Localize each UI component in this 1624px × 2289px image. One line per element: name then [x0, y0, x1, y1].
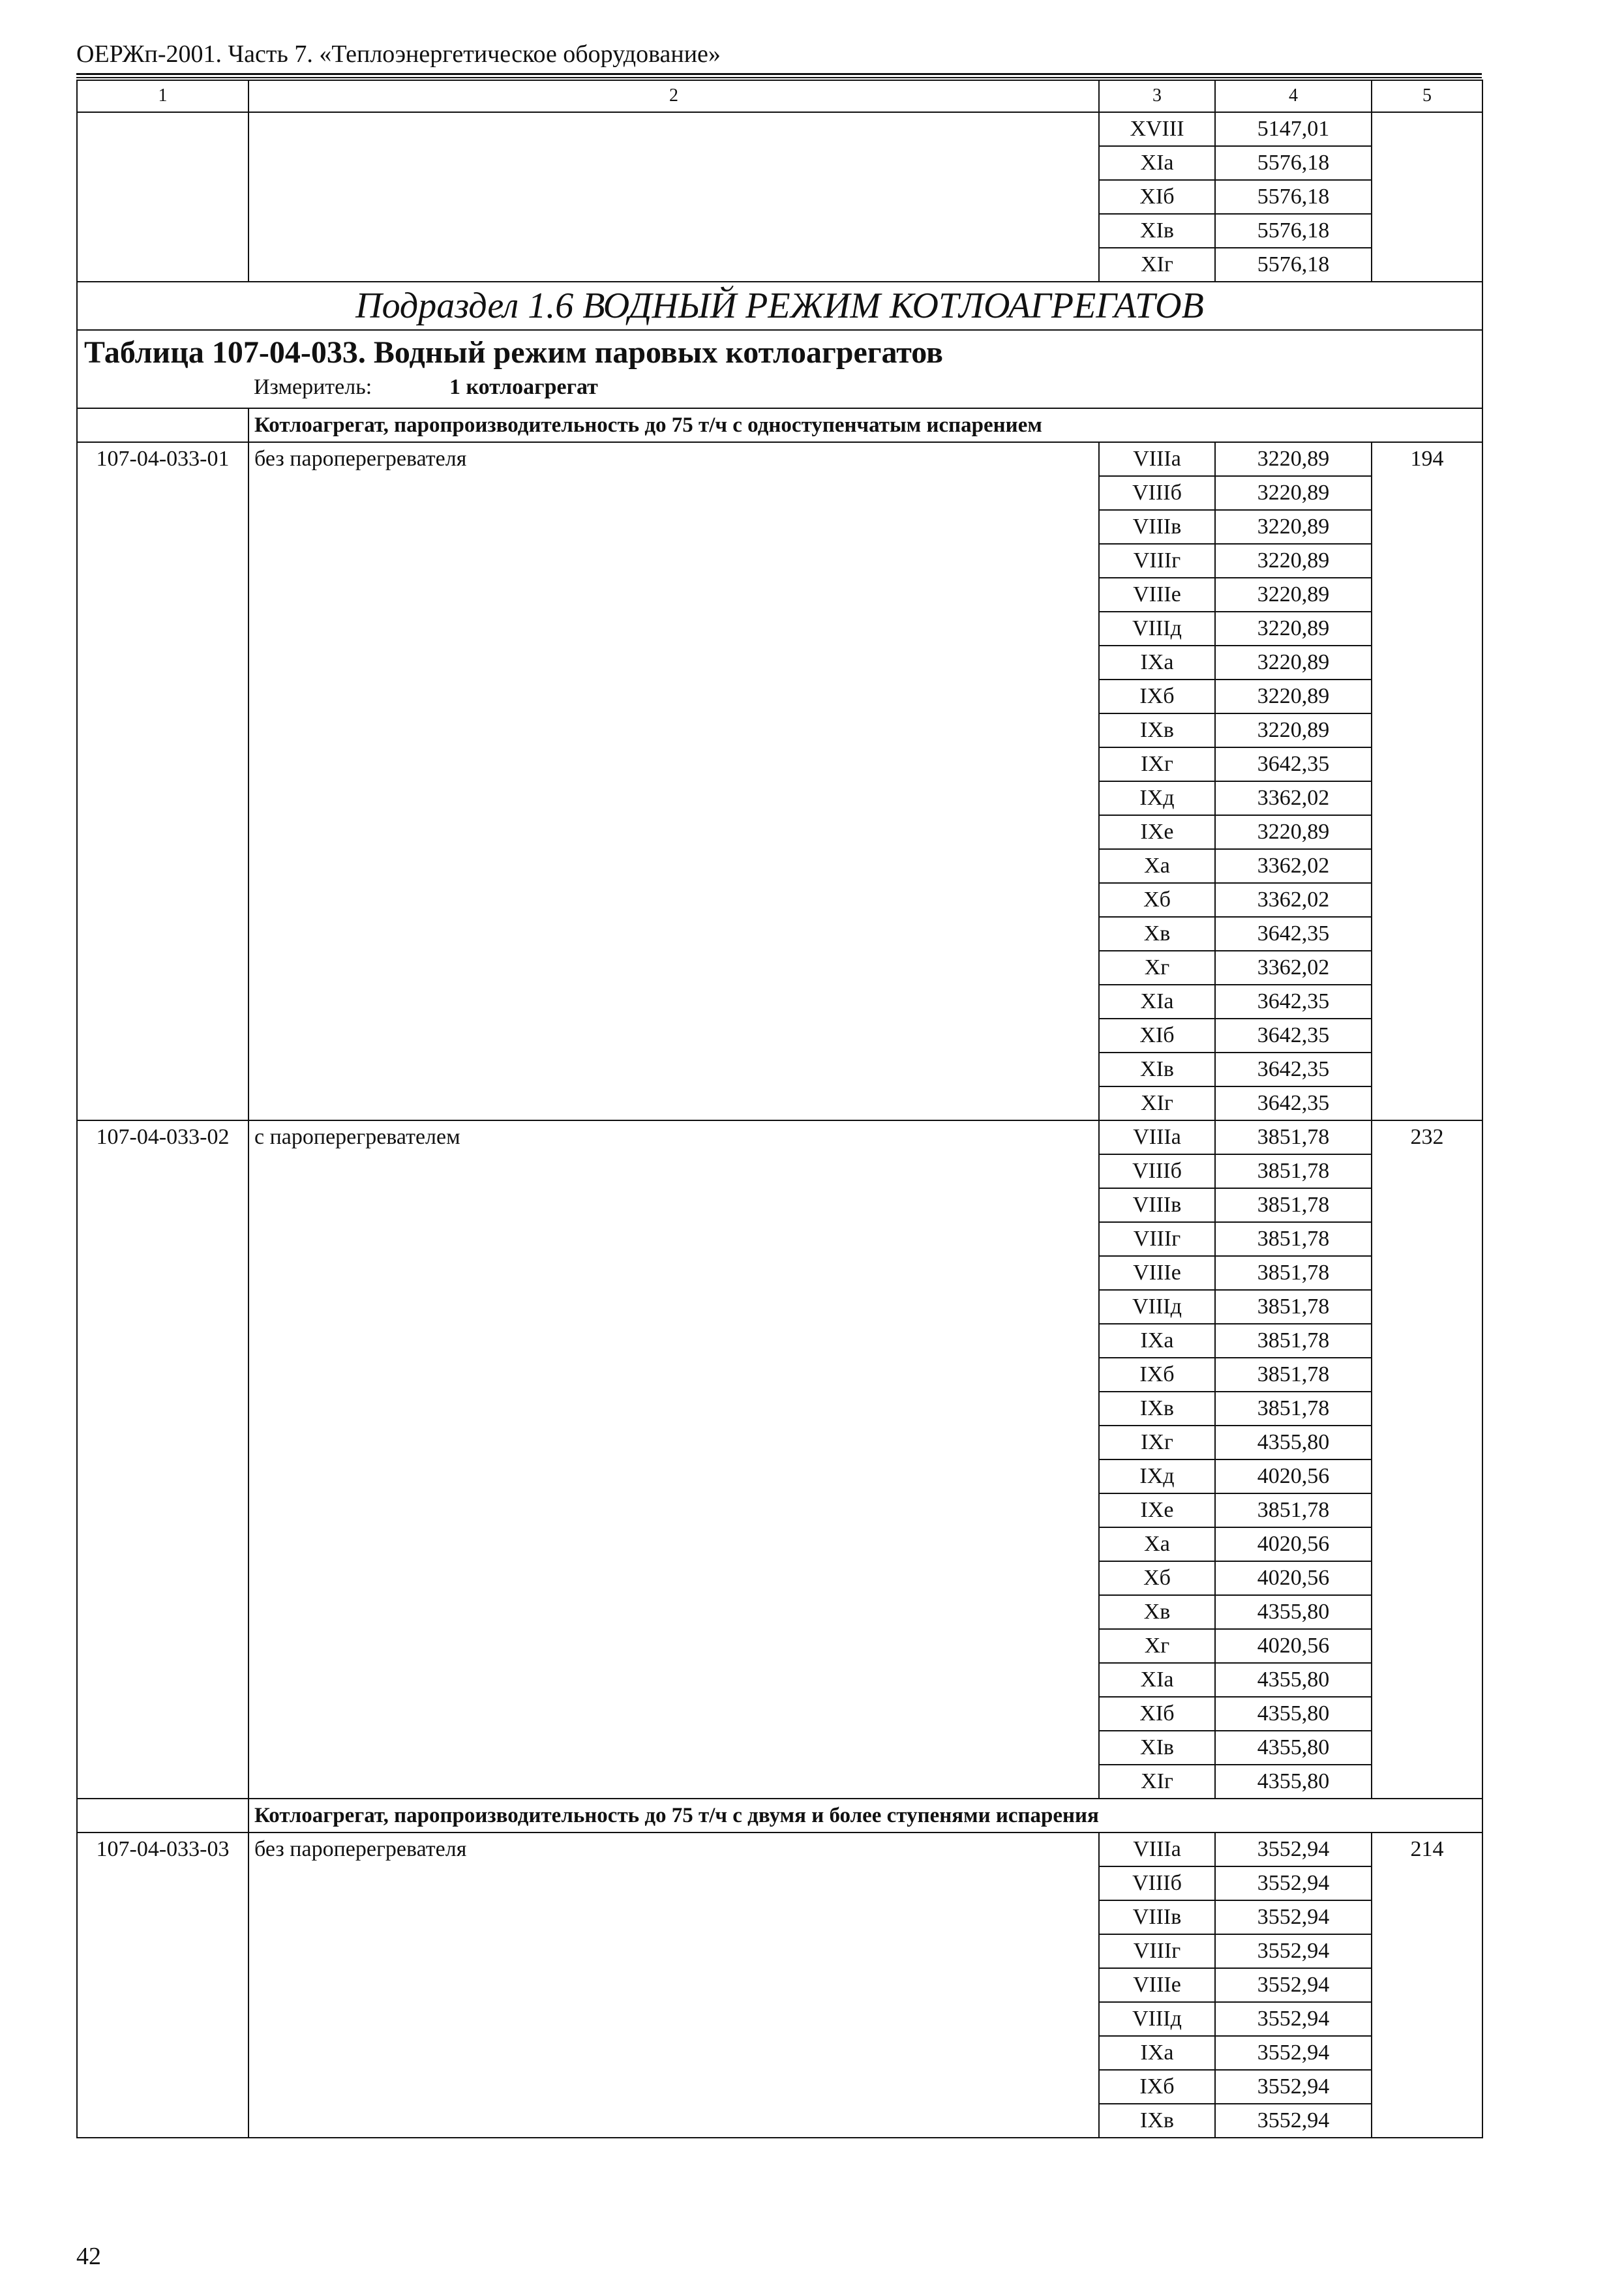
cost-cell: 4355,80 — [1215, 1595, 1372, 1629]
cost-cell: 3851,78 — [1215, 1290, 1372, 1324]
cost-cell: 5576,18 — [1215, 146, 1372, 180]
cost-cell: 3220,89 — [1215, 544, 1372, 578]
subsection-heading: Подраздел 1.6 ВОДНЫЙ РЕЖИМ КОТЛОАГРЕГАТОВ — [77, 282, 1482, 330]
zone-cell: IXе — [1099, 815, 1215, 849]
zone-cell: XIг — [1099, 248, 1215, 282]
cost-cell: 3220,89 — [1215, 612, 1372, 646]
zone-cell: IXд — [1099, 781, 1215, 815]
cost-cell: 3552,94 — [1215, 1934, 1372, 1968]
zone-cell: Xб — [1099, 883, 1215, 917]
item-code: 107-04-033-03 — [77, 1833, 248, 2138]
cost-cell: 3851,78 — [1215, 1120, 1372, 1154]
carry-row — [77, 112, 1482, 146]
cost-cell: 3552,94 — [1215, 1833, 1372, 1866]
cost-cell: 3552,94 — [1215, 2002, 1372, 2036]
cost-cell: 3642,35 — [1215, 1053, 1372, 1086]
cost-cell: 3552,94 — [1215, 2070, 1372, 2104]
cost-cell: 3220,89 — [1215, 646, 1372, 680]
running-header: ОЕРЖп-2001. Часть 7. «Теплоэнергетическое оборудование» — [76, 40, 721, 68]
zone-cell: VIIIб — [1099, 1866, 1215, 1900]
column-number: 1 — [77, 80, 248, 112]
zone-cell: VIIIв — [1099, 1188, 1215, 1222]
zone-cell: IXа — [1099, 2036, 1215, 2070]
cost-cell: 3362,02 — [1215, 781, 1372, 815]
group-blank-cell — [77, 408, 248, 442]
cost-cell: 5576,18 — [1215, 248, 1372, 282]
cost-cell: 3851,78 — [1215, 1188, 1372, 1222]
zone-cell: IXб — [1099, 680, 1215, 713]
cost-cell: 3851,78 — [1215, 1358, 1372, 1392]
zone-cell: IXб — [1099, 2070, 1215, 2104]
zone-cell: VIIIг — [1099, 1222, 1215, 1256]
table-row — [77, 442, 1482, 476]
zone-cell: VIIIе — [1099, 1256, 1215, 1290]
cost-cell: 3851,78 — [1215, 1324, 1372, 1358]
cost-cell: 4355,80 — [1215, 1731, 1372, 1765]
zone-cell: VIIIд — [1099, 2002, 1215, 2036]
zone-cell: IXа — [1099, 1324, 1215, 1358]
item-col5: 232 — [1372, 1120, 1482, 1799]
cost-cell: 3362,02 — [1215, 849, 1372, 883]
table-title-cell — [77, 330, 1482, 408]
group-blank-cell — [77, 1799, 248, 1833]
zone-cell: VIIIе — [1099, 578, 1215, 612]
zone-cell: XIб — [1099, 180, 1215, 214]
cost-cell: 3552,94 — [1215, 2104, 1372, 2138]
cost-cell: 4020,56 — [1215, 1459, 1372, 1493]
item-name: с пароперегревателем — [248, 1120, 1099, 1799]
cost-cell: 4355,80 — [1215, 1765, 1372, 1799]
cost-cell: 3552,94 — [1215, 1968, 1372, 2002]
zone-cell: IXг — [1099, 747, 1215, 781]
item-name: без пароперегревателя — [248, 442, 1099, 1120]
cost-cell: 3220,89 — [1215, 442, 1372, 476]
meter-value: 1 котлоагрегат — [449, 375, 598, 399]
zone-cell: Xв — [1099, 917, 1215, 951]
zone-cell: XIа — [1099, 1663, 1215, 1697]
zone-cell: Xа — [1099, 1527, 1215, 1561]
zone-cell: XIа — [1099, 985, 1215, 1019]
group-title: Котлоагрегат, паропроизводительность до 75 т/ч с двумя и более ступенями испарения — [248, 1799, 1482, 1833]
item-col5: 194 — [1372, 442, 1482, 1120]
zone-cell: XIг — [1099, 1765, 1215, 1799]
cost-cell: 5576,18 — [1215, 180, 1372, 214]
cost-cell: 4355,80 — [1215, 1426, 1372, 1459]
zone-cell: VIIIб — [1099, 1154, 1215, 1188]
zone-cell: IXд — [1099, 1459, 1215, 1493]
zone-cell: VIIIб — [1099, 476, 1215, 510]
cost-cell: 3851,78 — [1215, 1392, 1372, 1426]
page-number: 42 — [76, 2243, 101, 2270]
cost-cell: 4020,56 — [1215, 1527, 1372, 1561]
table-title: Таблица 107-04-033. Водный режим паровых котлоагрегатов — [84, 335, 943, 370]
price-table — [76, 80, 1483, 2138]
column-number: 4 — [1215, 80, 1372, 112]
table-row — [77, 1120, 1482, 1154]
carry-code-cell — [77, 112, 248, 282]
zone-cell: XIв — [1099, 1053, 1215, 1086]
cost-cell: 3220,89 — [1215, 510, 1372, 544]
cost-cell: 3552,94 — [1215, 1866, 1372, 1900]
zone-cell: Xг — [1099, 1629, 1215, 1663]
cost-cell: 3362,02 — [1215, 951, 1372, 985]
cost-cell: 3642,35 — [1215, 1019, 1372, 1053]
cost-cell: 5147,01 — [1215, 112, 1372, 146]
zone-cell: IXг — [1099, 1426, 1215, 1459]
zone-cell: VIIIа — [1099, 442, 1215, 476]
item-code: 107-04-033-02 — [77, 1120, 248, 1799]
cost-cell: 3642,35 — [1215, 747, 1372, 781]
cost-cell: 4355,80 — [1215, 1697, 1372, 1731]
cost-cell: 3642,35 — [1215, 917, 1372, 951]
cost-cell: 4020,56 — [1215, 1629, 1372, 1663]
cost-cell: 5576,18 — [1215, 214, 1372, 248]
price-table-body — [77, 80, 1482, 2138]
zone-cell: Xб — [1099, 1561, 1215, 1595]
meter-label: Измеритель: — [254, 375, 372, 399]
zone-cell: XIб — [1099, 1019, 1215, 1053]
zone-cell: XIв — [1099, 214, 1215, 248]
item-code: 107-04-033-01 — [77, 442, 248, 1120]
cost-cell: 3220,89 — [1215, 680, 1372, 713]
zone-cell: XIа — [1099, 146, 1215, 180]
cost-cell: 4020,56 — [1215, 1561, 1372, 1595]
cost-cell: 3362,02 — [1215, 883, 1372, 917]
zone-cell: VIIIг — [1099, 1934, 1215, 1968]
cost-cell: 4355,80 — [1215, 1663, 1372, 1697]
cost-cell: 3851,78 — [1215, 1256, 1372, 1290]
cost-cell: 3642,35 — [1215, 985, 1372, 1019]
cost-cell: 3552,94 — [1215, 1900, 1372, 1934]
header-rule — [76, 73, 1482, 75]
zone-cell: XIг — [1099, 1086, 1215, 1120]
cost-cell: 3220,89 — [1215, 476, 1372, 510]
zone-cell: IXе — [1099, 1493, 1215, 1527]
column-number: 2 — [248, 80, 1099, 112]
zone-cell: IXв — [1099, 713, 1215, 747]
carry-name-cell — [248, 112, 1099, 282]
cost-cell: 3851,78 — [1215, 1154, 1372, 1188]
cost-cell: 3220,89 — [1215, 815, 1372, 849]
subsection-row — [77, 282, 1482, 330]
item-name: без пароперегревателя — [248, 1833, 1099, 2138]
table-row — [77, 1833, 1482, 1866]
cost-cell: 3851,78 — [1215, 1222, 1372, 1256]
zone-cell: XIв — [1099, 1731, 1215, 1765]
cost-cell: 3851,78 — [1215, 1493, 1372, 1527]
carry-col5-cell — [1372, 112, 1482, 282]
cost-cell: 3552,94 — [1215, 2036, 1372, 2070]
header-rule-thin — [76, 77, 1482, 78]
group-title: Котлоагрегат, паропроизводительность до 75 т/ч с одноступенчатым испарением — [248, 408, 1482, 442]
zone-cell: VIIIг — [1099, 544, 1215, 578]
zone-cell: Xа — [1099, 849, 1215, 883]
zone-cell: VIIIе — [1099, 1968, 1215, 2002]
cost-cell: 3642,35 — [1215, 1086, 1372, 1120]
cost-cell: 3220,89 — [1215, 578, 1372, 612]
group-header-row — [77, 408, 1482, 442]
zone-cell: XIб — [1099, 1697, 1215, 1731]
zone-cell: IXв — [1099, 1392, 1215, 1426]
zone-cell: VIIIа — [1099, 1833, 1215, 1866]
zone-cell: Xг — [1099, 951, 1215, 985]
group-header-row — [77, 1799, 1482, 1833]
zone-cell: Xв — [1099, 1595, 1215, 1629]
item-col5: 214 — [1372, 1833, 1482, 2138]
zone-cell: IXа — [1099, 646, 1215, 680]
zone-cell: VIIIа — [1099, 1120, 1215, 1154]
zone-cell: VIIIд — [1099, 612, 1215, 646]
table-title-row — [77, 330, 1482, 408]
zone-cell: IXв — [1099, 2104, 1215, 2138]
zone-cell: IXб — [1099, 1358, 1215, 1392]
cost-cell: 3220,89 — [1215, 713, 1372, 747]
zone-cell: ХVIII — [1099, 112, 1215, 146]
zone-cell: VIIIд — [1099, 1290, 1215, 1324]
zone-cell: VIIIв — [1099, 510, 1215, 544]
column-number: 5 — [1372, 80, 1482, 112]
column-number-row — [77, 80, 1482, 112]
zone-cell: VIIIв — [1099, 1900, 1215, 1934]
column-number: 3 — [1099, 80, 1215, 112]
